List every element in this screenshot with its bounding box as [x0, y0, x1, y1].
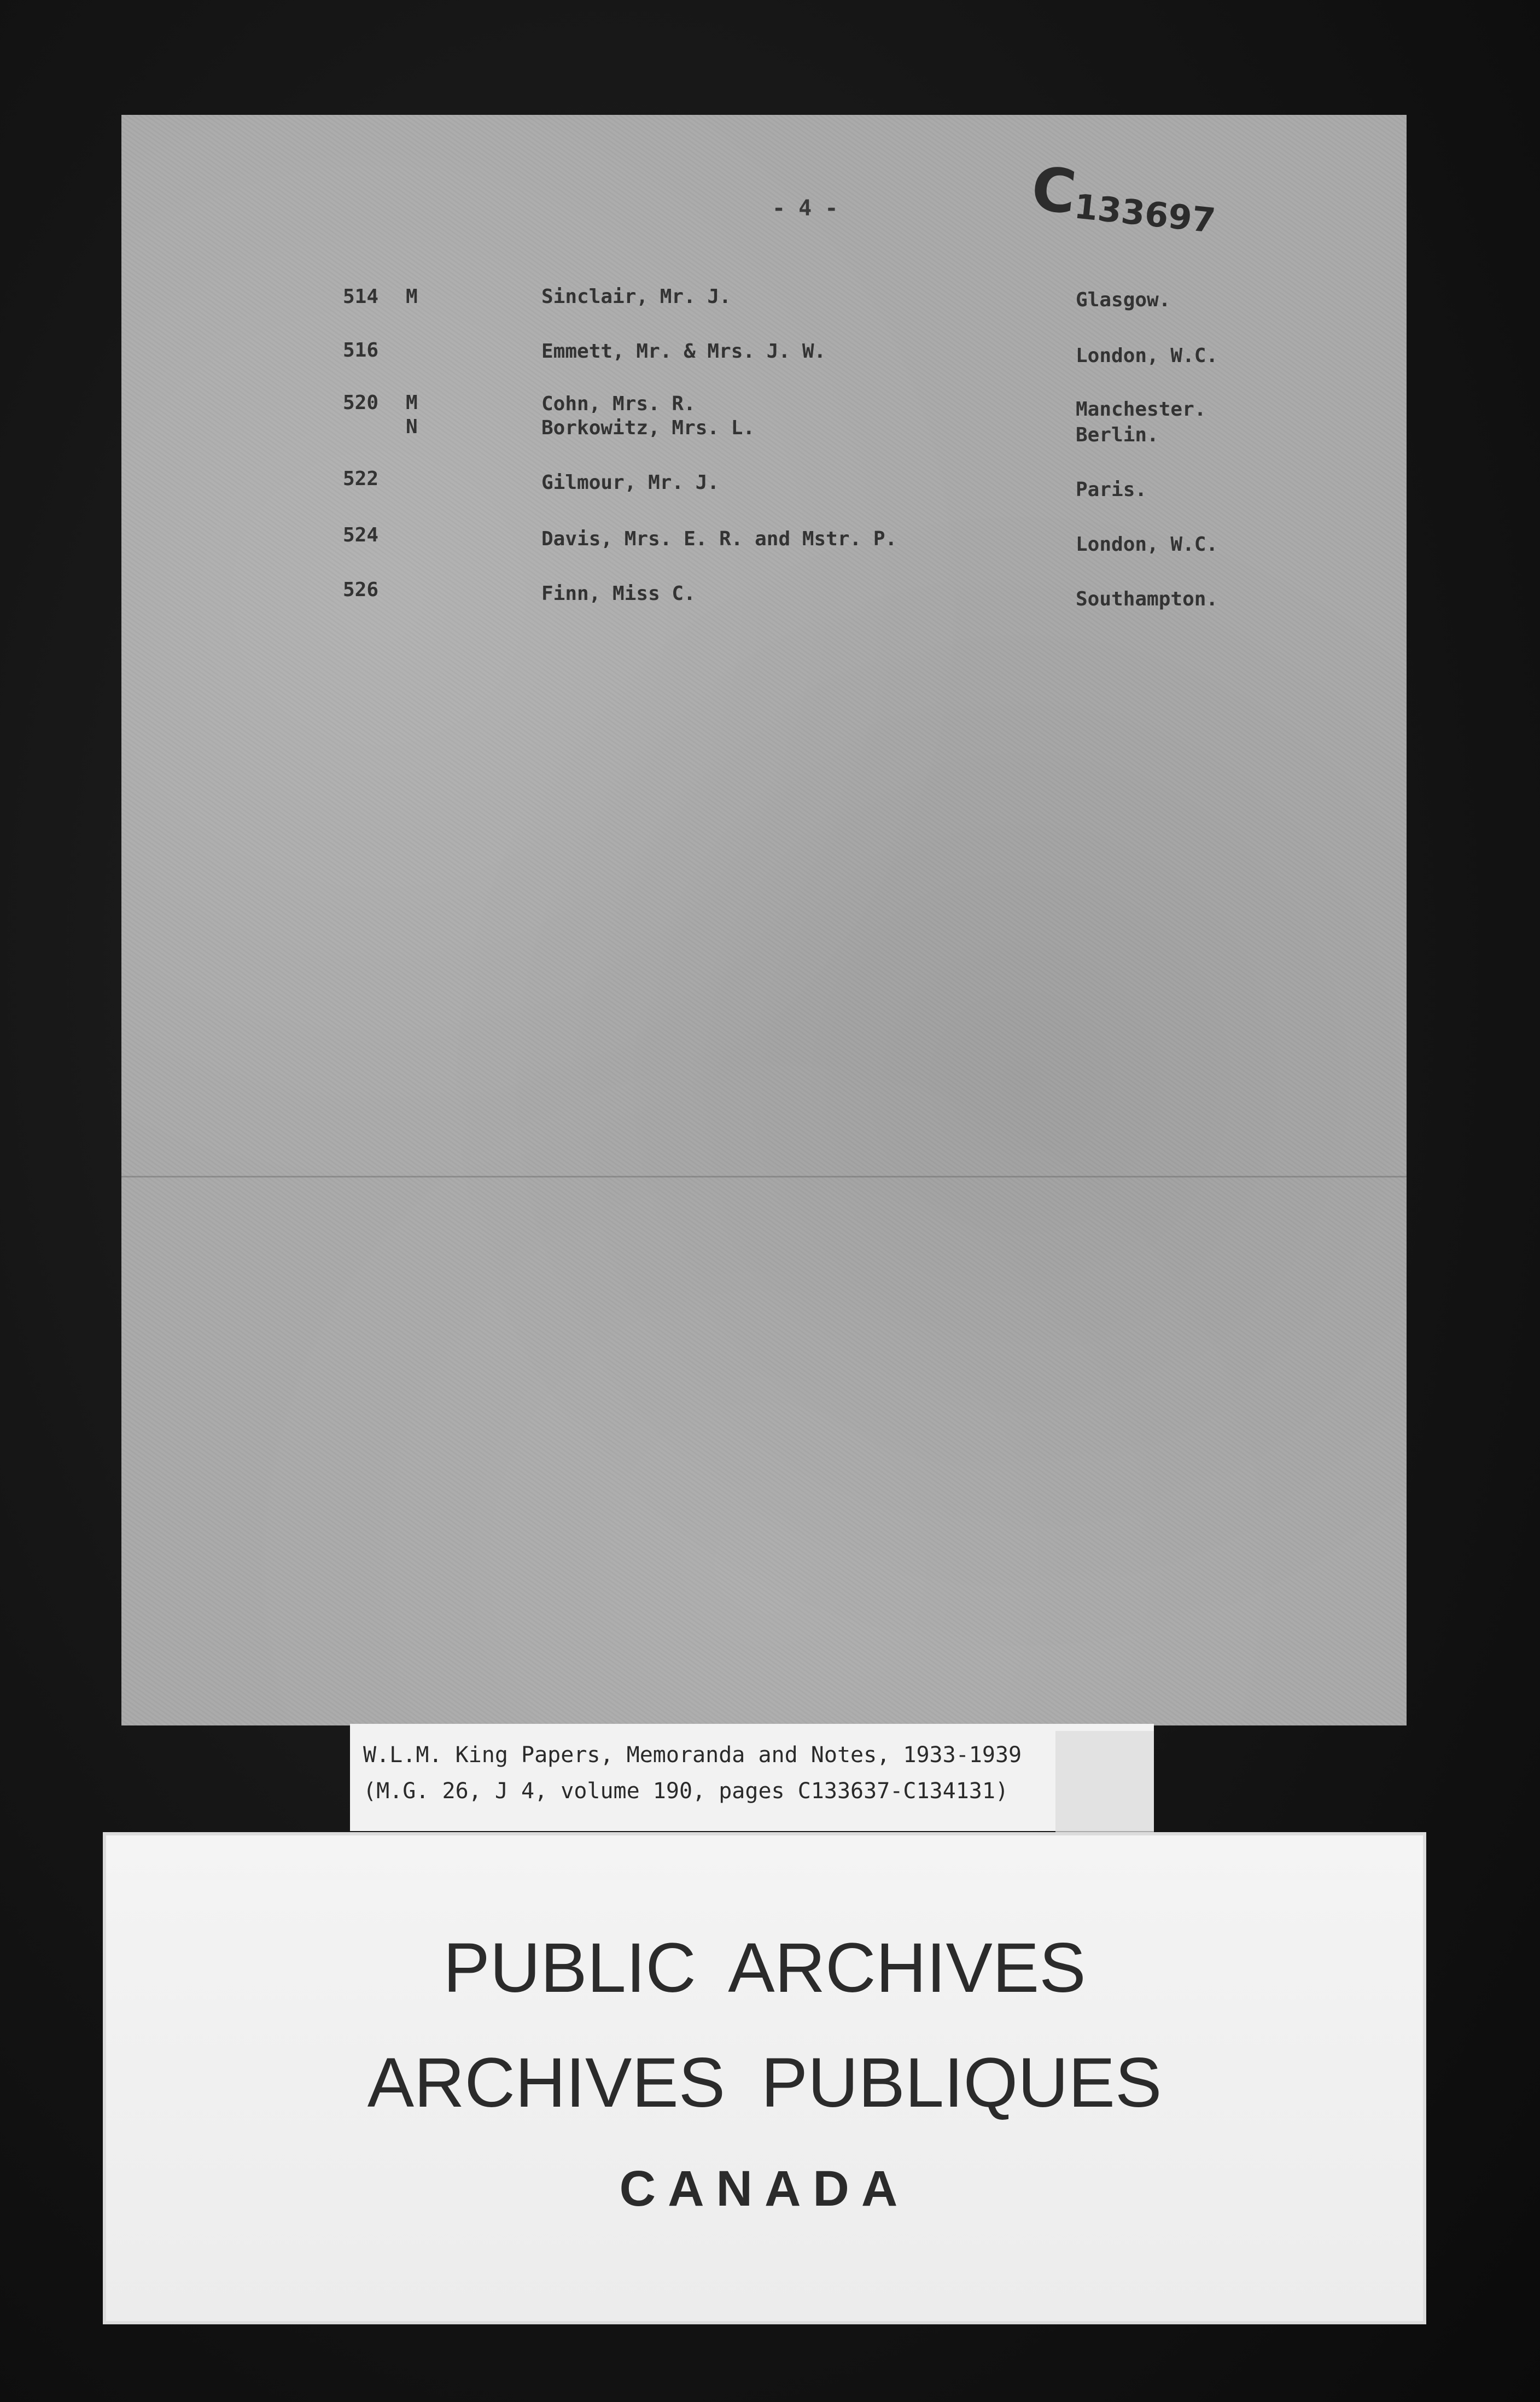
entry-place: Manchester.: [1076, 398, 1206, 421]
entry-name: Gilmour, Mr. J.: [541, 471, 720, 494]
entry-number: 516: [343, 339, 379, 362]
entry-mark: M: [406, 285, 418, 308]
entry-name: Finn, Miss C.: [541, 582, 696, 605]
tape-strip: [1055, 1731, 1154, 1832]
entry-place: London, W.C.: [1076, 533, 1218, 556]
entry-place: Berlin.: [1076, 424, 1159, 446]
citation-line-1: W.L.M. King Papers, Memoranda and Notes, 1933-1939: [363, 1742, 1022, 1768]
entry-place: London, W.C.: [1076, 345, 1218, 367]
archives-card: [103, 1832, 1426, 2324]
entry-number: 514: [343, 285, 379, 308]
paper-fold-line: [121, 1176, 1407, 1177]
citation-line-2: (M.G. 26, J 4, volume 190, pages C133637-C134131): [363, 1779, 1009, 1804]
entry-number: 526: [343, 579, 379, 601]
stamp-prefix: C: [1028, 153, 1080, 228]
entry-number: 520: [343, 392, 379, 414]
typed-document: [121, 115, 1407, 1725]
entry-place: Paris.: [1076, 479, 1147, 501]
entry-number: 522: [343, 468, 379, 490]
archives-title-english: PUBLIC ARCHIVES: [443, 1929, 1086, 2007]
archives-country: CANADA: [619, 2161, 910, 2217]
entry-place: Southampton.: [1076, 588, 1218, 610]
entry-name: Sinclair, Mr. J.: [541, 285, 731, 308]
entry-name: Emmett, Mr. & Mrs. J. W.: [541, 340, 826, 363]
entry-name: Cohn, Mrs. R.: [541, 393, 696, 415]
archive-stamp: [1028, 153, 1220, 242]
entry-place: Glasgow.: [1076, 289, 1171, 311]
entry-name: Borkowitz, Mrs. L.: [541, 417, 755, 439]
entry-number: 524: [343, 524, 379, 546]
entry-mark: N: [406, 416, 418, 438]
page-number: - 4 -: [772, 196, 838, 221]
entry-mark: M: [406, 392, 418, 414]
entry-name: Davis, Mrs. E. R. and Mstr. P.: [541, 528, 897, 550]
citation-label: [350, 1724, 1154, 1831]
stamp-number: 133697: [1072, 186, 1217, 241]
archives-title-french: ARCHIVES PUBLIQUES: [367, 2044, 1162, 2122]
